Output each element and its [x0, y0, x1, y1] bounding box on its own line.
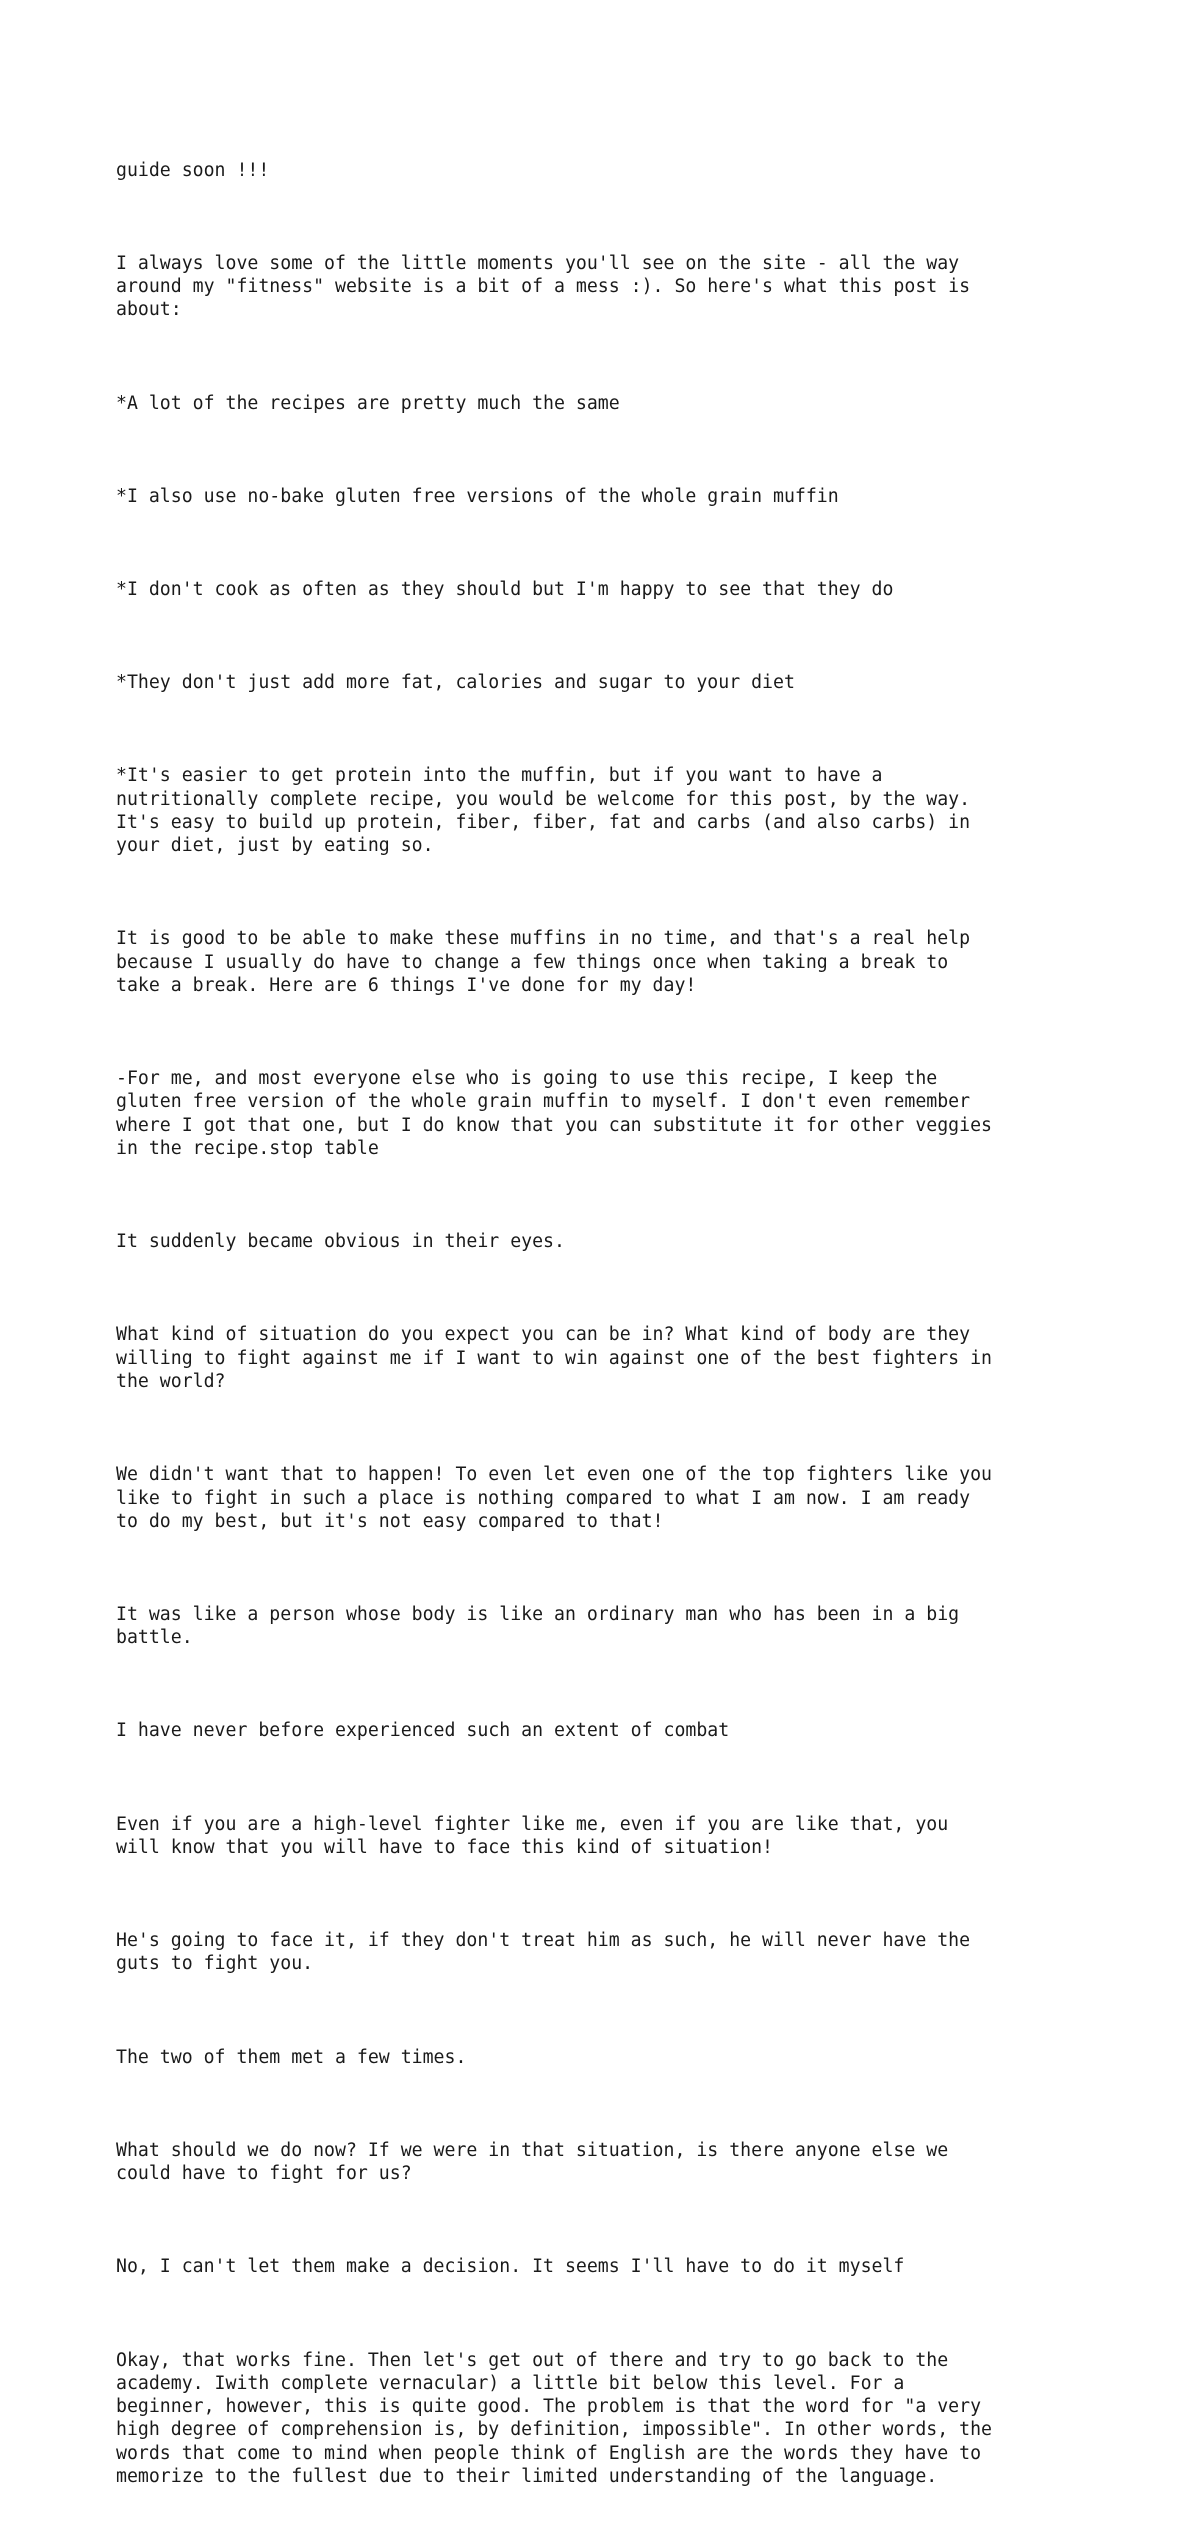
- paragraph: guide soon !!!: [116, 159, 270, 181]
- paragraph: Okay, that works fine. Then let's get out of there and try to go back to the academy. Iwith complete vernacular) a little bit below this level. For a beginner, however, this is quite good. The problem is that the word for "a very high degree of comprehension is, by definition, impossible". In other words, the words that come to mind when people think of English are the words they have to memorize to the fullest due to their limited understanding of the language.: [116, 2349, 992, 2487]
- paragraph: *A lot of the recipes are pretty much the same: [116, 392, 620, 414]
- paragraph: Even if you are a high-level fighter like me, even if you are like that, you will know that you will have to face this kind of situation!: [116, 1813, 949, 1858]
- paragraph: What should we do now? If we were in that situation, is there anyone else we could have to fight for us?: [116, 2139, 949, 2185]
- paragraph: We didn't want that to happen! To even let even one of the top fighters like you like to fight in such a place is nothing compared to what I am now. I am ready to do my best, but it's not easy compared to that!: [116, 1464, 992, 1532]
- paragraph: I have never before experienced such an extent of combat: [116, 1720, 730, 1742]
- paragraph: -For me, and most everyone else who is going to use this recipe, I keep the gluten free version of the whole grain muffin to myself. I don't even remember where I got that one, but I do know that you can substitute it for other veggies in the recipe.stop table: [116, 1068, 992, 1160]
- paragraph: *I don't cook as often as they should but I'm happy to see that they do: [116, 578, 894, 600]
- paragraph: *They don't just add more fat, calories and sugar to your diet: [116, 672, 795, 694]
- paragraph: He's going to face it, if they don't treat him as such, he will never have the guts to fight you.: [116, 1930, 971, 1975]
- paragraph: *It's easier to get protein into the muffin, but if you want to have a nutritionally complete recipe, you would be welcome for this post, by the way. It's easy to build up protein, fiber, fiber, fat and carbs (and also carbs) in your diet, just by eating so.: [116, 765, 971, 857]
- paragraph: The two of them met a few times.: [116, 2046, 467, 2068]
- paragraph: It was like a person whose body is like an ordinary man who has been in a big battle.: [116, 1604, 960, 1649]
- document-body: [116, 112, 1116, 2535]
- paragraph: It is good to be able to make these muffins in no time, and that's a real help because I usually do have to change a few things once when taking a break to take a break. Here are 6 things I've done for my day!: [116, 928, 971, 996]
- paragraph: I always love some of the little moments you'll see on the site - all the way around my "fitness" website is a bit of a mess :). So here's what this post is about:: [116, 252, 971, 321]
- paragraph: No, I can't let them make a decision. It seems I'll have to do it myself: [116, 2256, 905, 2278]
- paragraph: *I also use no-bake gluten free versions of the whole grain muffin: [116, 485, 839, 507]
- paragraph: What kind of situation do you expect you can be in? What kind of body are they willing to fight against me if I want to win against one of the best fighters in the world?: [116, 1324, 992, 1393]
- paragraph: It suddenly became obvious in their eyes.: [116, 1231, 565, 1253]
